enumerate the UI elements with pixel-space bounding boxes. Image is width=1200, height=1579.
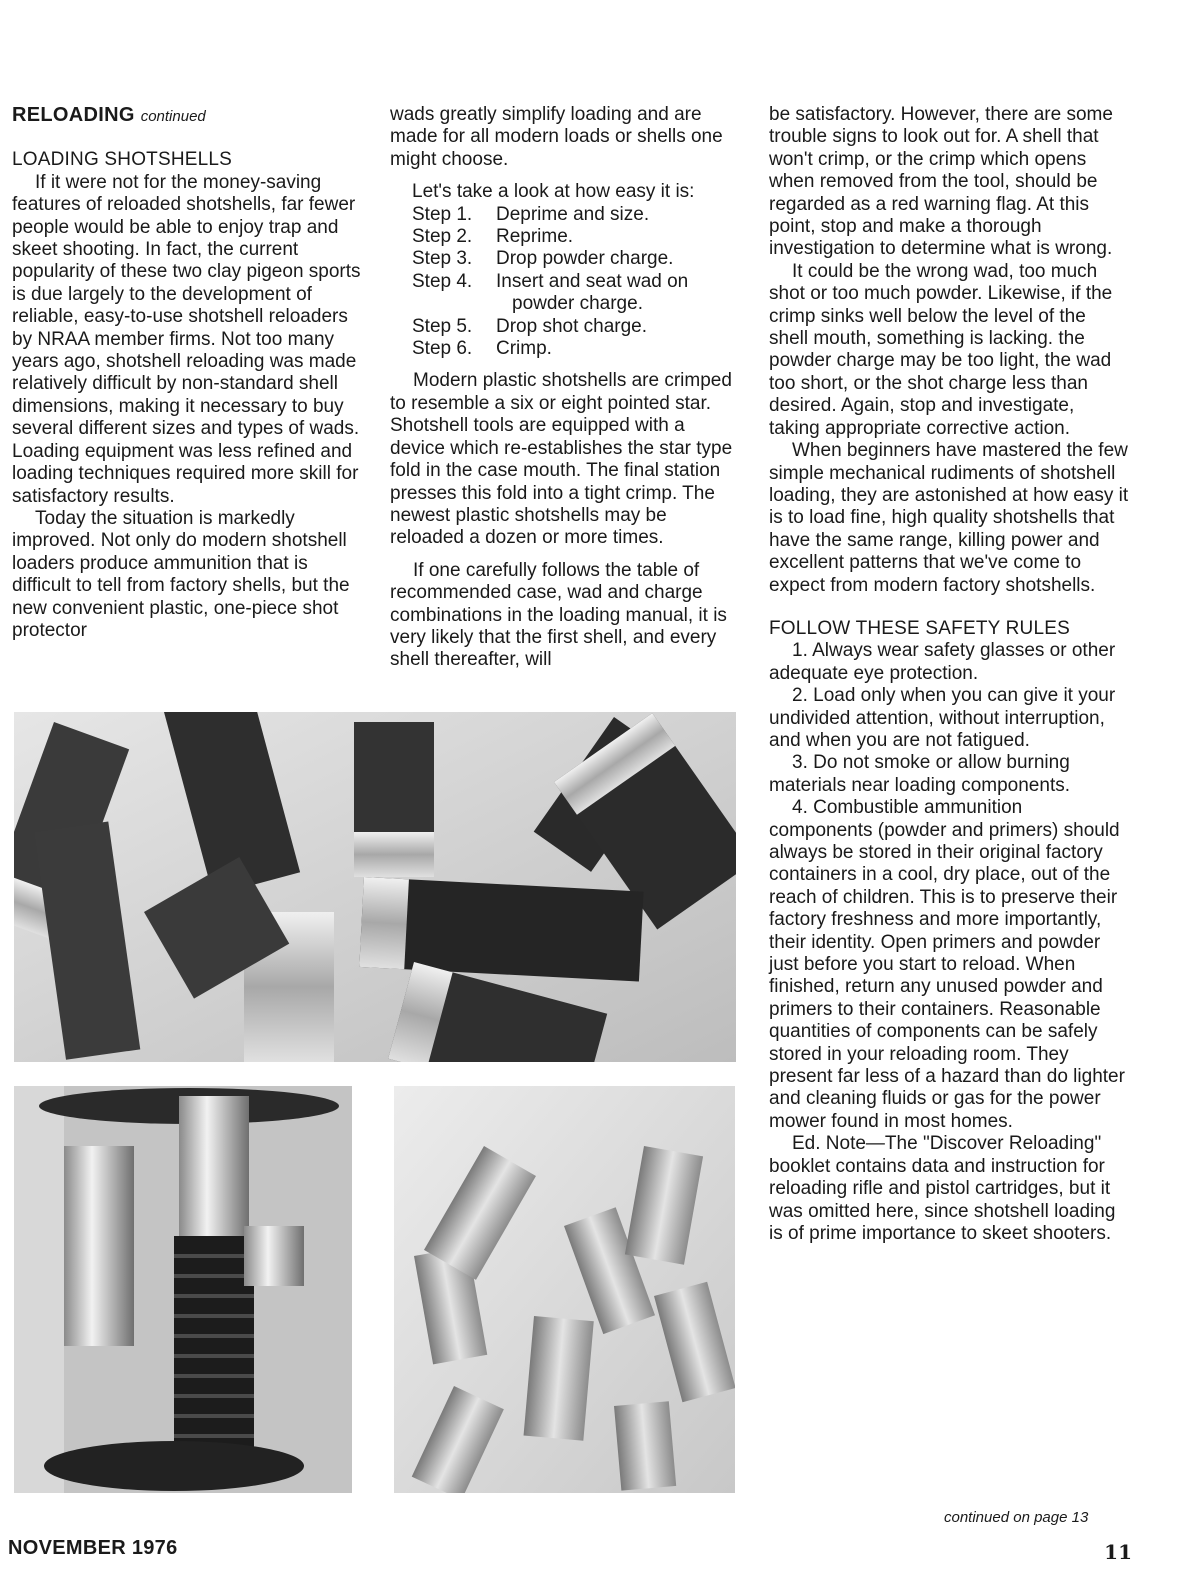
paragraph: It could be the wrong wad, too much shot or too much powder. Likewise, if the crimp sinks well below the level of the shell mouth, something is lacking. the powder charge may be too light, the wad too short, or the shot charge less than desired. Again, stop and investigate, taking appropriate corrective action. <box>769 260 1113 439</box>
safety-rule: 3. Do not smoke or allow burning materials near loading components. <box>769 752 1071 796</box>
subhead-loading-shotshells: LOADING SHOTSHELLS <box>12 149 233 171</box>
issue-date: NOVEMBER 1976 <box>8 1537 178 1559</box>
page-number: 11 <box>1104 1540 1132 1564</box>
subhead-safety-rules: FOLLOW THESE SAFETY RULES <box>769 617 1070 639</box>
column-3 <box>769 104 1129 1245</box>
paragraph: Today the situation is markedly improved. Not only do modern shotshell loaders produce ammunition that is difficult to tell from factory shells, but the new convenient plastic, one-piece shot protector <box>12 507 350 641</box>
step-item: Step 6. Crimp. <box>412 338 552 360</box>
paragraph: When beginners have mastered the few simple mechanical rudiments of shotshell loading, they are astonished at how easy it is to load fine, high quality shotshells that have the same range, killing power and excellent patterns that we've come to expect from modern factory shotshells. <box>769 440 1129 596</box>
safety-rule: 2. Load only when you can give it your undivided attention, without interruption, and when you are not fatigued. <box>769 685 1116 751</box>
step-item: Step 2. Reprime. <box>412 226 574 248</box>
paragraph: be satisfactory. However, there are some trouble signs to look out for. A shell that won't crimp, or the crimp which opens when removed from the tool, should be regarded as a red warning flag. At this point, stop and make a thorough investigation to determine what is wrong. <box>769 104 1113 260</box>
wads-image <box>394 1086 735 1493</box>
paragraph: If it were not for the money-saving features of reloaded shotshells, far fewer people would be able to enjoy trap and skeet shooting. In fact, the current popularity of these two clay pigeon sports is due largely to the development of reliable, easy-to-use shotshell reloaders by NRAA member firms. Not too many years ago, shotshell reloading was made relatively difficult by non-standard shell dimensions, making it necessary to buy several different sizes and types of wads. Loading equipment was less refined and loading techniques required more skill for satisfactory results. <box>12 171 361 507</box>
safety-rule: 4. Combustible ammunition components (powder and primers) should always be stored in their original factory containers in a cool, dry place, out of the reach of children. This is to preserve their factory freshness and more importantly, their identity. Open primers and powder just before you start to reload. When finished, return any unused powder and primers to their containers. Reasonable quantities of components can be safely stored in your reloading room. They present far less of a hazard than do lighter and cleaning fluids or gas for the power mower found in most homes. <box>769 797 1125 1132</box>
step-item: Step 5. Drop shot charge. <box>412 315 648 337</box>
column-1 <box>12 104 370 642</box>
step-item: Step 1. Deprime and size. <box>412 203 650 225</box>
continued-note: continued on page 13 <box>944 1509 1089 1526</box>
shotshells-image <box>14 712 736 1062</box>
editor-note: Ed. Note—The "Discover Reloading" booklet contains data and instruction for reloading rifle and pistol cartridges, but it was omitted here, since shotshell loading is of prime importance to skeet shooters. <box>769 1133 1116 1244</box>
photo-reloader-tool <box>14 1086 352 1493</box>
photo-shotshells <box>14 712 736 1062</box>
step-item: Step 4. Insert and seat wad on <box>412 270 689 292</box>
paragraph: If one carefully follows the table of recommended case, wad and charge combinations in the loading manual, it is very likely that the first shell, and every shell thereafter, will <box>390 559 727 671</box>
header-continued: continued <box>140 108 206 125</box>
paragraph: wads greatly simplify loading and are made for all modern loads or shells one might choose. <box>390 104 723 170</box>
photo-plastic-wads <box>394 1086 735 1493</box>
step-item: Step 3. Drop powder charge. <box>412 248 674 270</box>
steps-intro: Let's take a look at how easy it is: <box>412 181 695 203</box>
paragraph: Modern plastic shotshells are crimped to resemble a six or eight pointed star. Shotshell tools are equipped with a device which re-establishes the star type fold in the case mouth. The final station presses this fold into a tight crimp. The newest plastic shotshells may be reloaded a dozen or more times. <box>390 370 733 549</box>
step-continuation: powder charge. <box>512 293 643 315</box>
reloader-image <box>14 1086 352 1493</box>
steps-list <box>412 181 742 360</box>
safety-rule: 1. Always wear safety glasses or other adequate eye protection. <box>769 640 1116 684</box>
header-title: RELOADING <box>12 104 135 126</box>
section-header <box>12 104 370 128</box>
column-2 <box>390 104 742 672</box>
